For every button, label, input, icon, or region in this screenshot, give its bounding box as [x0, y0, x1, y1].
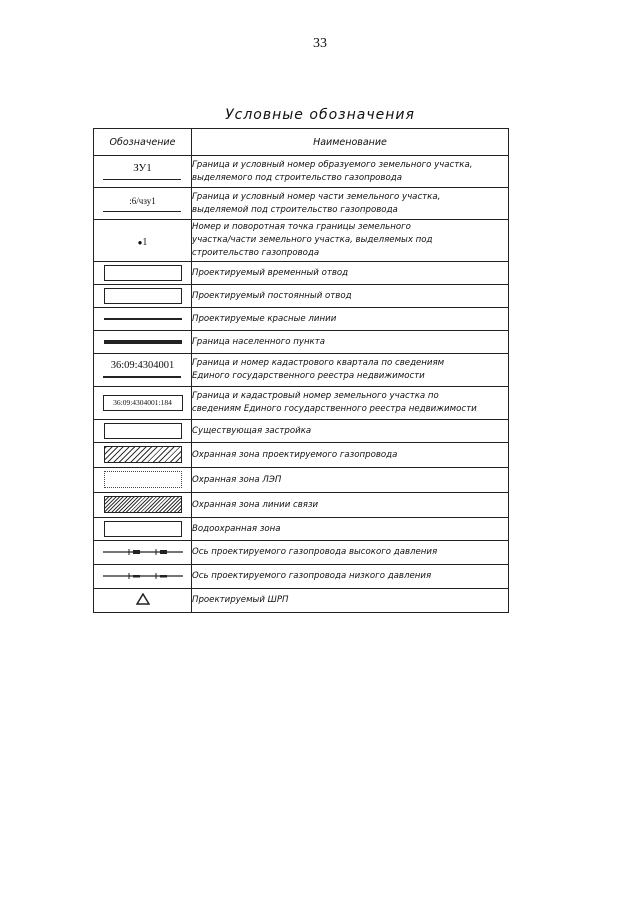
dense-hatched-area-icon: [104, 496, 182, 513]
symbol-text-chzu1: :6/чзу1: [129, 195, 156, 206]
rectangle-icon: [104, 288, 182, 304]
legend-row-gas-regulator: [94, 589, 509, 613]
dotted-rectangle-icon: [104, 471, 182, 488]
legend-row-existing-buildings: [94, 420, 509, 443]
rectangle-icon: [104, 521, 182, 537]
legend-row-gas-zone: [94, 443, 509, 468]
legend-name: Ось проектируемого газопровода высокого давления: [192, 541, 509, 565]
boundary-line: [103, 376, 181, 378]
line-icon: [104, 318, 182, 320]
legend-name: Ось проектируемого газопровода низкого давления: [192, 565, 509, 589]
page-number: 33: [313, 36, 327, 51]
symbol-plot-number: [94, 156, 192, 188]
legend-name: Номер и поворотная точка границы земельного участка/части земельного участка, выделяемых под строительство газопровода: [192, 220, 509, 262]
legend-row-comm-zone: [94, 493, 509, 518]
legend-name: Проектируемый временный отвод: [192, 262, 509, 285]
symbol-cadastral-quarter: [94, 354, 192, 387]
legend-name: Проектируемый постоянный отвод: [192, 285, 509, 308]
low-pressure-pipeline-icon: [101, 571, 185, 581]
legend-row-cadastral-quarter: [94, 354, 509, 387]
legend-name: Охранная зона проектируемого газопровода: [192, 443, 509, 468]
legend-header-row: [94, 129, 509, 156]
legend-table: [93, 128, 509, 613]
header-name: Наименование: [192, 129, 509, 156]
quarter-number: 36:09:4304001: [110, 360, 175, 371]
header-symbol: Обозначение: [94, 129, 192, 156]
legend-row-red-lines: [94, 308, 509, 331]
dot-icon: ●: [137, 237, 143, 247]
legend-title: Условные обозначения: [225, 107, 415, 123]
high-pressure-pipeline-icon: [101, 547, 185, 557]
legend-name: Граница населенного пункта: [192, 331, 509, 354]
thick-line-icon: [104, 340, 182, 344]
legend-row-high-pressure: [94, 541, 509, 565]
legend-name: Граница и условный номер образуемого земельного участка, выделяемого под строительство газопровода: [192, 156, 509, 188]
point-number: 1: [142, 236, 148, 248]
legend-name: Проектируемые красные линии: [192, 308, 509, 331]
legend-row-cadastral-plot: [94, 387, 509, 420]
legend-name: Граница и условный номер части земельного участка, выделяемой под строительство газопровода: [192, 188, 509, 220]
boundary-line: [103, 179, 181, 181]
legend-name: Существующая застройка: [192, 420, 509, 443]
legend-row-temp-allotment: [94, 262, 509, 285]
legend-row-plot-part: [94, 188, 509, 220]
legend-row-settlement: [94, 331, 509, 354]
symbol-turning-point: [94, 220, 192, 262]
symbol-plot-part: [94, 188, 192, 220]
legend-name: Охранная зона ЛЭП: [192, 468, 509, 493]
cadastral-number-box: 36:09:4304001:184: [103, 395, 183, 411]
boundary-line: [103, 211, 181, 213]
hatched-area-icon: [104, 446, 182, 463]
symbol-text-zu1: ЗУ1: [133, 161, 152, 174]
legend-row-water-zone: [94, 518, 509, 541]
legend-row-turning-point: [94, 220, 509, 262]
legend-name: Граница и кадастровый номер земельного участка по сведениям Единого государственного реестра недвижимости: [192, 387, 509, 420]
legend-row-perm-allotment: [94, 285, 509, 308]
legend-name: Охранная зона линии связи: [192, 493, 509, 518]
rectangle-icon: [104, 265, 182, 281]
legend-row-plot-boundary: [94, 156, 509, 188]
legend-row-low-pressure: [94, 565, 509, 589]
legend-row-power-zone: [94, 468, 509, 493]
legend-name: Водоохранная зона: [192, 518, 509, 541]
rectangle-icon: [104, 423, 182, 439]
legend-name: Граница и номер кадастрового квартала по сведениям Единого государственного реестра недвижимости: [192, 354, 509, 387]
triangle-icon: [136, 593, 150, 605]
legend-name: Проектируемый ШРП: [192, 589, 509, 613]
